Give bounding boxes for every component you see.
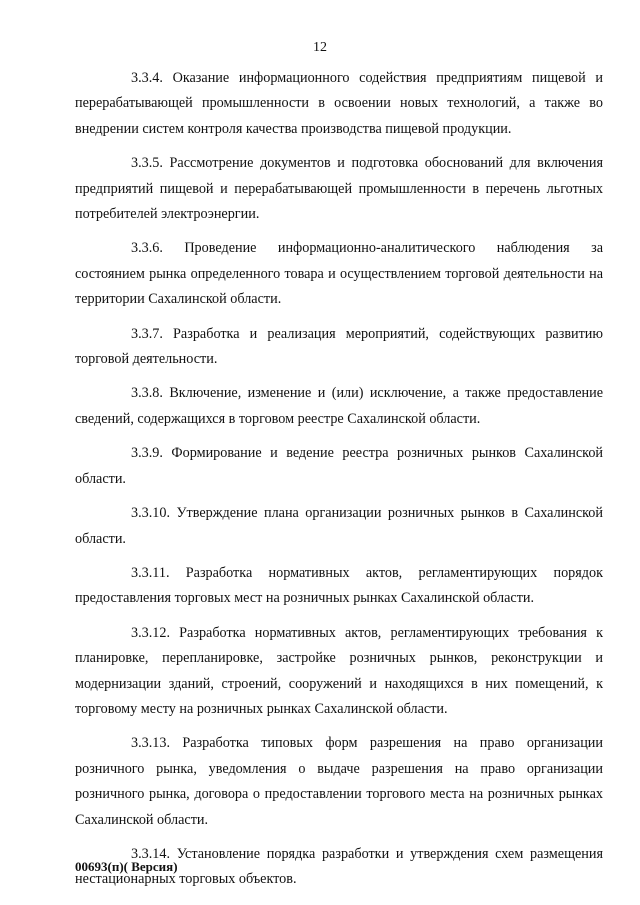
document-code: 00693(п)( Версия): [75, 859, 178, 874]
document-body: [75, 66, 603, 902]
paragraph-3-3-12: 3.3.12. Разработка нормативных актов, регламентирующих требования к планировке, перепланировке, застройке розничных рынков, реконструкции и модернизации зданий, строений, сооружений и находящихся в них помещений, к торговому месту на розничных рынках Сахалинской области.: [75, 624, 603, 717]
paragraph-3-3-10: 3.3.10. Утверждение плана организации розничных рынков в Сахалинской области.: [75, 505, 603, 547]
page-number: 12: [313, 40, 327, 55]
paragraph-3-3-5: 3.3.5. Рассмотрение документов и подготовка обоснований для включения предприятий пищевой и перерабатывающей промышленности в перечень льготных потребителей электроэнергии.: [75, 155, 603, 223]
paragraph-3-3-7: 3.3.7. Разработка и реализация мероприятий, содействующих развитию торговой деятельности.: [75, 325, 603, 368]
paragraph-3-3-11: 3.3.11. Разработка нормативных актов, регламентирующих порядок предоставления торговых мест на розничных рынках Сахалинской области.: [75, 564, 603, 607]
paragraph-3-3-13: 3.3.13. Разработка типовых форм разрешения на право организации розничного рынка, уведомления о выдаче разрешения на право организации розничного рынка, договора о предоставлении торгового места на розничных рынках Сахалинской области.: [75, 735, 603, 828]
paragraph-3-3-9: 3.3.9. Формирование и ведение реестра розничных рынков Сахалинской области.: [75, 445, 603, 487]
paragraph-3-3-6: 3.3.6. Проведение информационно-аналитического наблюдения за состоянием рынка определенного товара и осуществлением торговой деятельности на территории Сахалинской области.: [75, 240, 603, 308]
paragraph-3-3-8: 3.3.8. Включение, изменение и (или) исключение, а также предоставление сведений, содержащихся в торговом реестре Сахалинской области.: [75, 385, 603, 427]
paragraph-3-3-14: 3.3.14. Установление порядка разработки и утверждения схем размещения нестационарных торговых объектов.: [75, 845, 603, 888]
paragraph-3-3-4: 3.3.4. Оказание информационного содействия предприятиям пищевой и перерабатывающей промышленности в освоении новых технологий, а также во внедрении систем контроля качества производства пищевой продукции.: [75, 70, 603, 137]
